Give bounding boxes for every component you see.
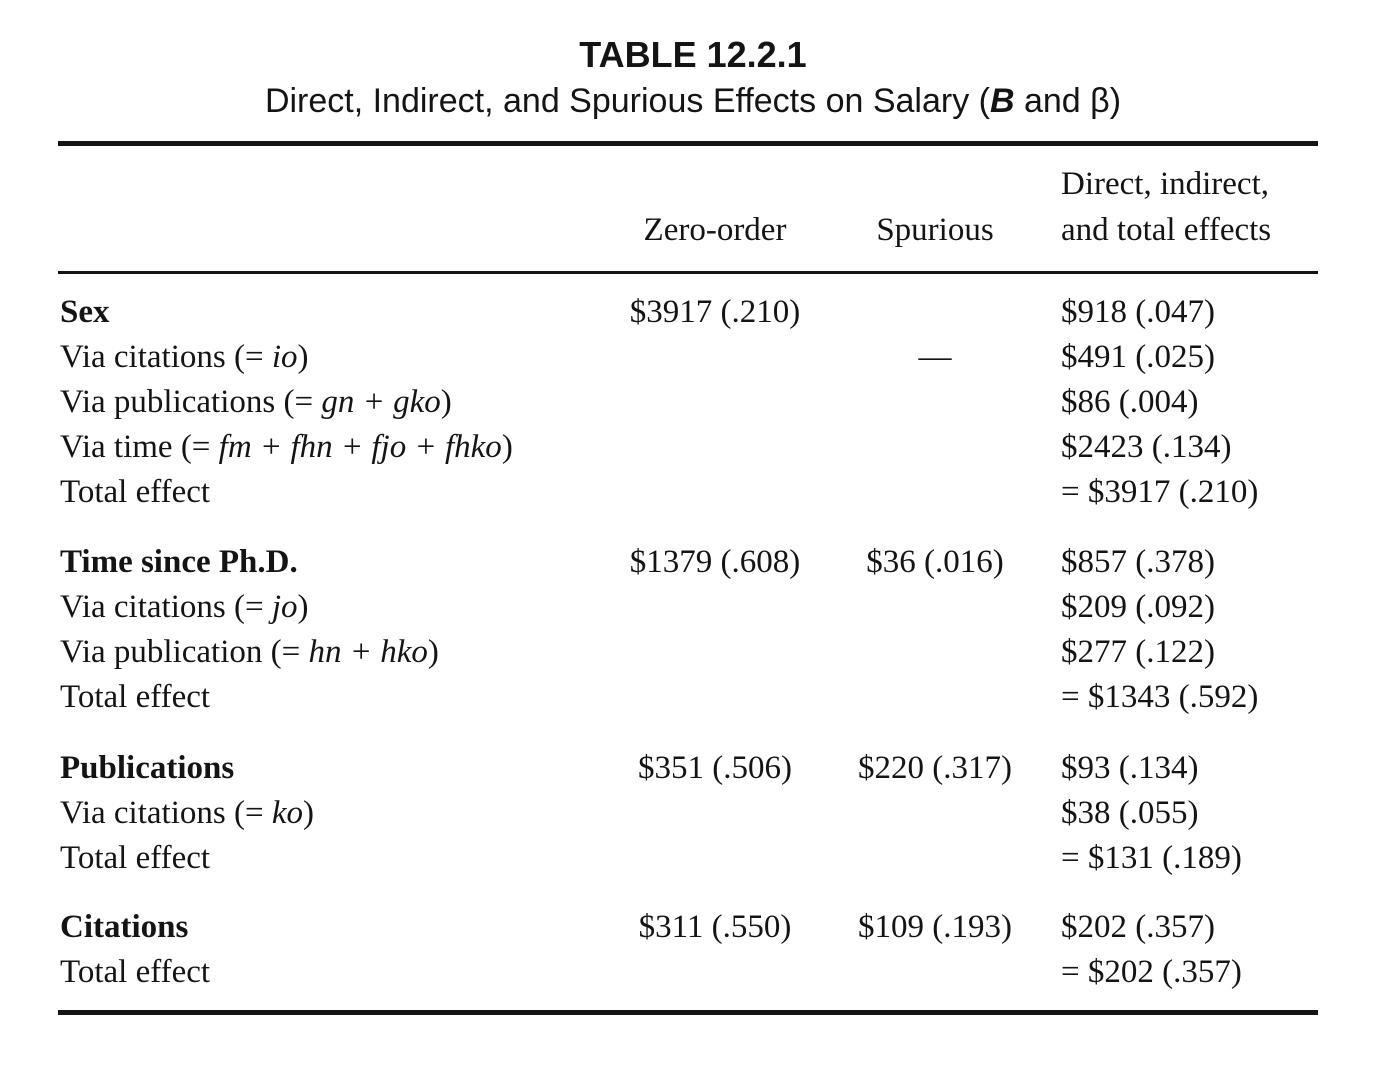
publications-direct-effect: $93 (.134)	[1061, 750, 1199, 786]
table-title-block	[0, 32, 1386, 124]
citations-total-effect-label: Total effect	[60, 954, 211, 990]
caption-prefix: Direct, Indirect, and Spurious Effects on Salary (	[264, 82, 990, 120]
sex-total-effect-label: Total effect	[60, 474, 211, 510]
caption-suffix: )	[1109, 82, 1122, 120]
citations-total-effect: = $202 (.357)	[1061, 954, 1242, 990]
sex-direct-effect: $918 (.047)	[1061, 294, 1215, 330]
header-zero-order: Zero-order	[643, 212, 787, 248]
time-via-citations-label: Via citations (= jo)	[60, 589, 309, 625]
sex-via-publications-label: Via publications (= gn + gko)	[60, 384, 452, 420]
time-via-publication-effect: $277 (.122)	[1061, 634, 1215, 670]
header-spurious: Spurious	[876, 212, 994, 248]
section-time-label: Time since Ph.D.	[60, 544, 298, 580]
publications-total-effect: = $131 (.189)	[1061, 840, 1242, 876]
bottom-rule	[58, 1010, 1318, 1015]
sex-zero-order: $3917 (.210)	[629, 294, 801, 330]
citations-direct-effect: $202 (.357)	[1061, 909, 1215, 945]
sex-via-time-label: Via time (= fm + fhn + fjo + fhko)	[60, 429, 513, 465]
sex-via-citations-effect: $491 (.025)	[1061, 339, 1215, 375]
caption-middle: and	[1014, 82, 1091, 120]
publications-spurious: $220 (.317)	[858, 750, 1012, 786]
caption-beta-symbol: β	[1090, 82, 1110, 120]
sex-via-time-effect: $2423 (.134)	[1061, 429, 1232, 465]
section-publications-label: Publications	[60, 750, 235, 786]
time-via-citations-effect: $209 (.092)	[1061, 589, 1215, 625]
sex-spurious: —	[918, 339, 952, 375]
time-spurious: $36 (.016)	[866, 544, 1004, 580]
publications-via-citations-label: Via citations (= ko)	[60, 795, 314, 831]
table-number: TABLE 12.2.1	[579, 34, 807, 75]
time-via-publication-label: Via publication (= hn + hko)	[60, 634, 439, 670]
header-rule	[58, 271, 1318, 274]
caption-b-symbol: B	[989, 82, 1015, 120]
publications-zero-order: $351 (.506)	[638, 750, 792, 786]
header-effects-line2: and total effects	[1061, 212, 1272, 248]
citations-spurious: $109 (.193)	[858, 909, 1012, 945]
section-citations-label: Citations	[60, 909, 189, 945]
publications-total-effect-label: Total effect	[60, 840, 211, 876]
sex-via-publications-effect: $86 (.004)	[1061, 384, 1199, 420]
header-effects-line1: Direct, indirect,	[1061, 166, 1269, 202]
sex-total-effect: = $3917 (.210)	[1061, 474, 1259, 510]
section-sex-label: Sex	[60, 294, 110, 330]
top-rule	[58, 141, 1318, 146]
citations-zero-order: $311 (.550)	[638, 909, 792, 945]
table-caption	[0, 78, 1386, 124]
time-total-effect: = $1343 (.592)	[1061, 679, 1259, 715]
time-total-effect-label: Total effect	[60, 679, 211, 715]
time-zero-order: $1379 (.608)	[629, 544, 801, 580]
time-direct-effect: $857 (.378)	[1061, 544, 1215, 580]
publications-via-citations-effect: $38 (.055)	[1061, 795, 1199, 831]
sex-via-citations-label: Via citations (= io)	[60, 339, 309, 375]
